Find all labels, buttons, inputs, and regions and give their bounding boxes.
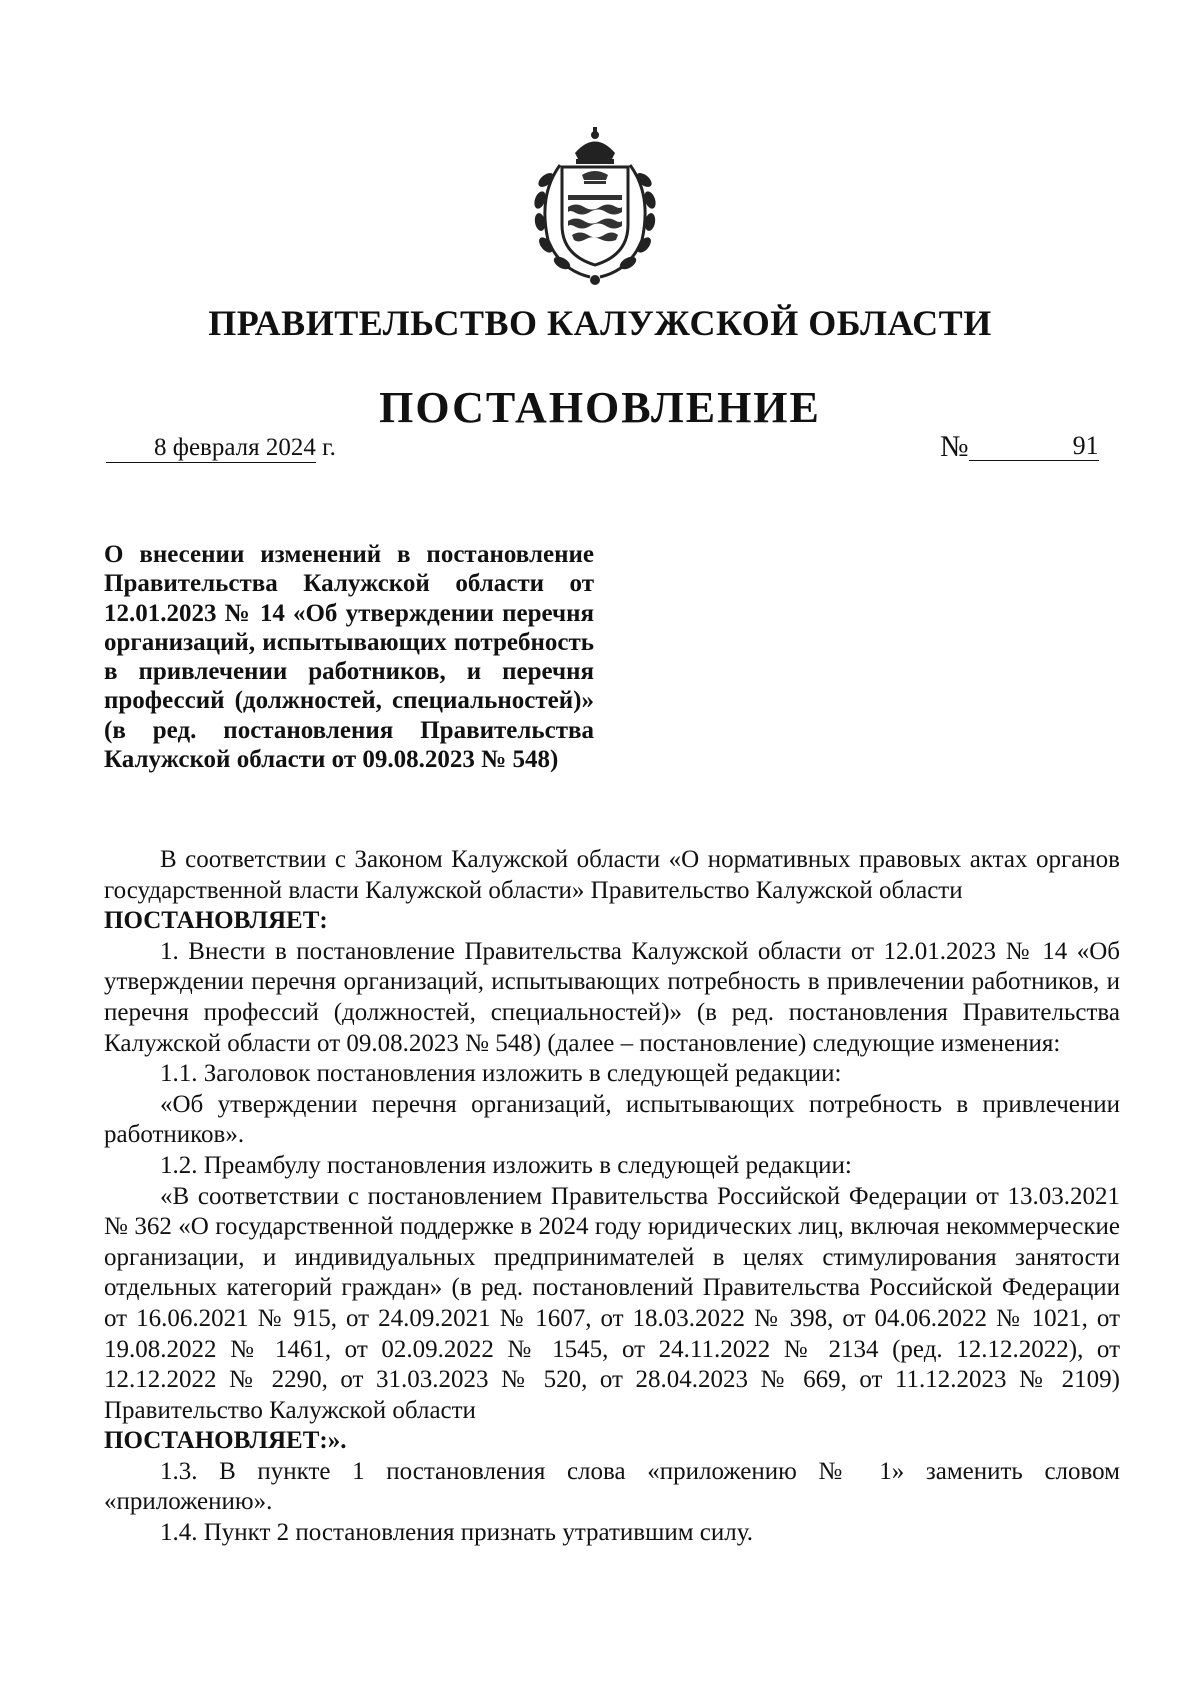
intro-paragraph: В соответствии с Законом Калужской области «О нормативных правовых актах органов государственной власти Калужской области» Правительство Калужской области — [104, 846, 1120, 904]
item-1-3-paragraph: 1.3. В пункте 1 постановления слова «приложению № 1» заменить словом «приложению». — [104, 1457, 1120, 1516]
item-1-1-text: «Об утверждении перечня организаций, испытывающих потребность в привлечении работников». — [104, 1090, 1120, 1149]
document-number — [940, 430, 1099, 464]
item-1-2-paragraph: 1.2. Преамбулу постановления изложить в следующей редакции: — [160, 1151, 852, 1179]
item-1-1-paragraph: 1.1. Заголовок постановления изложить в следующей редакции: — [160, 1060, 842, 1088]
document-body — [104, 845, 1120, 1549]
item-1-paragraph: 1. Внести в постановление Правительства Калужской области от 12.01.2023 № 14 «Об утверждении перечня организаций, испытывающих потребность в привлечении работников, и перечня профессий (должностей, специальностей)» (в ред. постановления Правительства Калужской области от 09.08.2023 № 548) (далее – постановление) следующие изменения: — [104, 937, 1120, 1057]
item-1-4-paragraph: 1.4. Пункт 2 постановления признать утратившим силу. — [160, 1519, 754, 1547]
kaluga-region-coat-of-arms-icon — [520, 125, 670, 290]
number-sign: № — [940, 430, 969, 463]
document-type-title: ПОСТАНОВЛЕНИЕ — [379, 383, 821, 432]
date-suffix: г. — [322, 434, 336, 461]
date-value: 8 февраля 2024 — [106, 434, 316, 463]
decree-word: ПОСТАНОВЛЯЕТ: — [104, 907, 328, 935]
item-1-2-decree-word: ПОСТАНОВЛЯЕТ:». — [104, 1427, 347, 1455]
number-value: 91 — [969, 432, 1099, 461]
organization-title: ПРАВИТЕЛЬСТВО КАЛУЖСКОЙ ОБЛАСТИ — [208, 303, 992, 343]
document-subject: О внесении изменений в постановление Правительства Калужской области от 12.01.2023 № 14 «Об утверждении перечня организаций, испытывающих потребность в привлечении работников, и перечня профессий (должностей, специальностей)» (в ред. постановления Правительства Калужской области от 09.08.2023 № 548) — [104, 541, 594, 774]
item-1-2-text: «В соответствии с постановлением Правительства Российской Федерации от 13.03.2021 № 362 «О государственной поддержке в 2024 году юридических лиц, включая некоммерческие организации, и индивидуальных предпринимателей в целях стимулирования занятости отдельных категорий граждан» (в ред. постановлений Правительства Российской Федерации от 16.06.2021 № 915, от 24.09.2021 № 1607, от 18.03.2022 № 398, от 04.06.2022 № 1021, от 19.08.2022 № 1461, от 02.09.2022 № 1545, от 24.11.2022 № 2134 (ред. 12.12.2022), от 12.12.2022 № 2290, от 31.03.2023 № 520, от 28.04.2023 № 669, от 11.12.2023 № 2109) Правительство Калужской области — [104, 1182, 1120, 1424]
document-date — [106, 434, 336, 463]
